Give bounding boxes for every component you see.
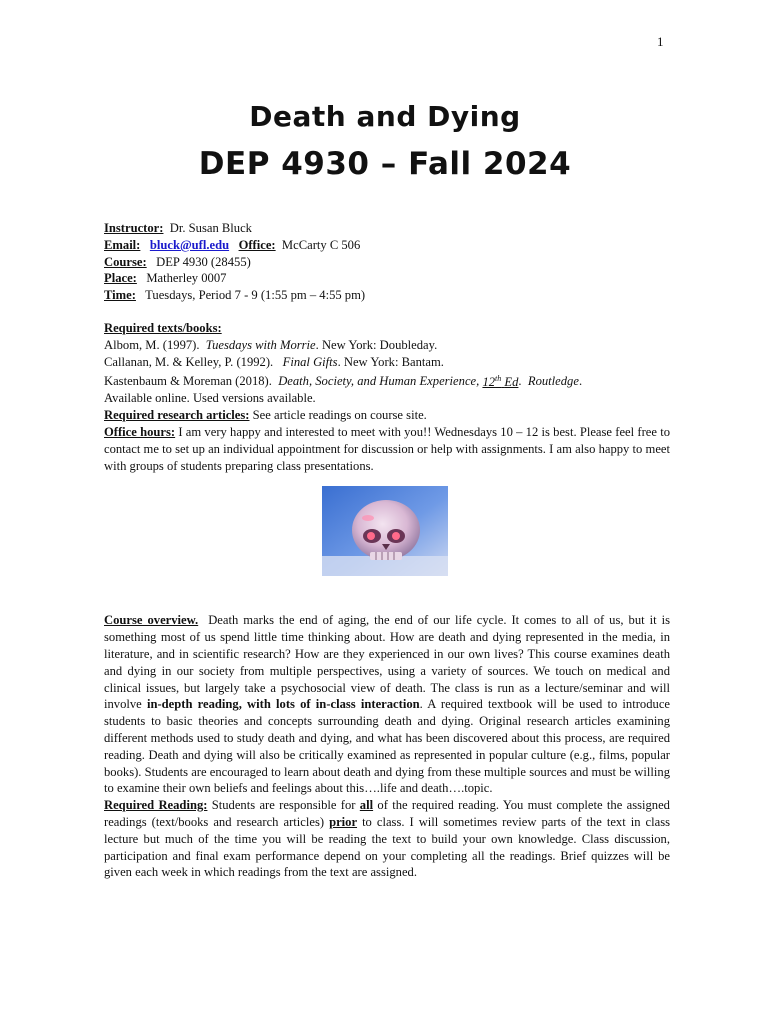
book-3: Kastenbaum & Moreman (2018). Death, Society, and Human Experience, 12th Ed. Routledge. (104, 373, 583, 389)
book-2 (104, 354, 670, 371)
time-row (104, 287, 670, 304)
book-1-title: Tuesdays with Morrie (205, 337, 316, 352)
image-area (104, 486, 670, 590)
course-row (104, 254, 670, 271)
place-row (104, 270, 670, 287)
course-overview-paragraph (104, 612, 670, 797)
instructor-row (104, 220, 670, 237)
course-value: DEP 4930 (28455) (156, 254, 251, 269)
book-3-availability: Available online. Used versions available. (104, 391, 316, 406)
book-3-title: Death, Society, and Human Experience, (278, 374, 480, 389)
email-row (104, 237, 670, 254)
email-link[interactable]: bluck@ufl.edu (149, 237, 230, 252)
articles-label: Required research articles: (104, 408, 250, 423)
page-number: 1 (657, 34, 664, 49)
reading-all: all (359, 798, 374, 813)
book-2-publisher: . New York: Bantam. (337, 354, 444, 369)
texts-heading: Required texts/books: (104, 320, 222, 335)
skull-image (322, 486, 448, 576)
office-label: Office: (238, 237, 276, 252)
book-3-publisher: Routledge (527, 374, 579, 389)
reading-prior: prior (329, 814, 358, 829)
place-value: Matherley 0007 (146, 271, 227, 286)
syllabus-content (104, 220, 670, 881)
articles-row (104, 407, 670, 424)
required-reading-paragraph (104, 797, 670, 881)
course-label: Course: (104, 254, 147, 269)
book-2-title: Final Gifts (282, 354, 338, 369)
email-label: Email: (104, 237, 141, 252)
overview-bold: in-depth reading, with lots of in-class interaction (146, 697, 420, 712)
book-2-author: Callanan, M. & Kelley, P. (1992). (104, 354, 274, 369)
articles-text: See article readings on course site. (252, 408, 427, 423)
reading-text-2: of the required reading. You must complete the assigned readings (text/books and research articles) (104, 798, 670, 829)
book-3-edition: 12 (482, 374, 496, 389)
title-line-1: Death and Dying (249, 100, 521, 133)
office-hours-text: I am very happy and interested to meet with you!! Wednesdays 10 – 12 is best. Please feel free to contact me to set up an individual appointment for discussion or help with assignments. I am also happy to meet with groups of students preparing class presentations. (104, 424, 670, 473)
place-label: Place: (104, 271, 137, 286)
book-1 (104, 337, 670, 354)
book-3-author: Kastenbaum & Moreman (2018). (104, 374, 272, 389)
office-value: McCarty C 506 (281, 237, 361, 252)
reading-label: Required Reading: (104, 798, 208, 813)
reading-text-3: to class. I will sometimes review parts of the text in class lecture but much of the time you will be reading the text to build your own knowledge. Class discussion, participation and final exam performance depend on your completing all the readings. Brief quizzes will be given each week in which readings from the text are assigned. (104, 814, 670, 880)
book-3-edition-word: Ed (504, 374, 519, 389)
texts-heading-row (104, 320, 670, 337)
overview-text-1: Death marks the end of aging, the end of our life cycle. It comes to all of us, but it is something most of us spend little time thinking about. How are death and dying represented in the media, in literature, and in scientific research? How are they experienced in our own lives? This course examines death and dying in our society from multiple perspectives, using a variety of sources. We touch on medical and clinical issues, but largely take a psychosocial view of death. The class is run as a lecture/seminar and will involve (104, 613, 670, 712)
office-hours-paragraph (104, 424, 670, 474)
time-label: Time: (104, 288, 136, 303)
instructor-value: Dr. Susan Bluck (169, 221, 252, 235)
time-value: Tuesdays, Period 7 - 9 (1:55 pm – 4:55 pm) (145, 288, 366, 303)
book-3-edition-suffix: th (495, 373, 502, 383)
reading-text-1: Students are responsible for (211, 798, 356, 813)
book-1-author: Albom, M. (1997). (104, 337, 200, 352)
office-hours-label: Office hours: (104, 424, 176, 439)
title-line-2: DEP 4930 – Fall 2024 (198, 146, 572, 182)
overview-label: Course overview. (104, 613, 199, 628)
page-title (0, 98, 770, 186)
overview-text-2: . A required textbook will be used to introduce students to basic theories and concepts surrounding death and dying. Original research articles examining different methods used to study death and dying, and what has been discovered about this process, are required reading. Death and dying will also be critically examined as represented in popular culture (e.g., films, popular books). Students are encouraged to learn about death and dying from these multiple sources and must be willing to examine their own beliefs and feelings about this….life and death….topic. (104, 697, 670, 796)
instructor-label: Instructor: (104, 221, 164, 235)
book-1-publisher: . New York: Doubleday. (315, 337, 438, 352)
